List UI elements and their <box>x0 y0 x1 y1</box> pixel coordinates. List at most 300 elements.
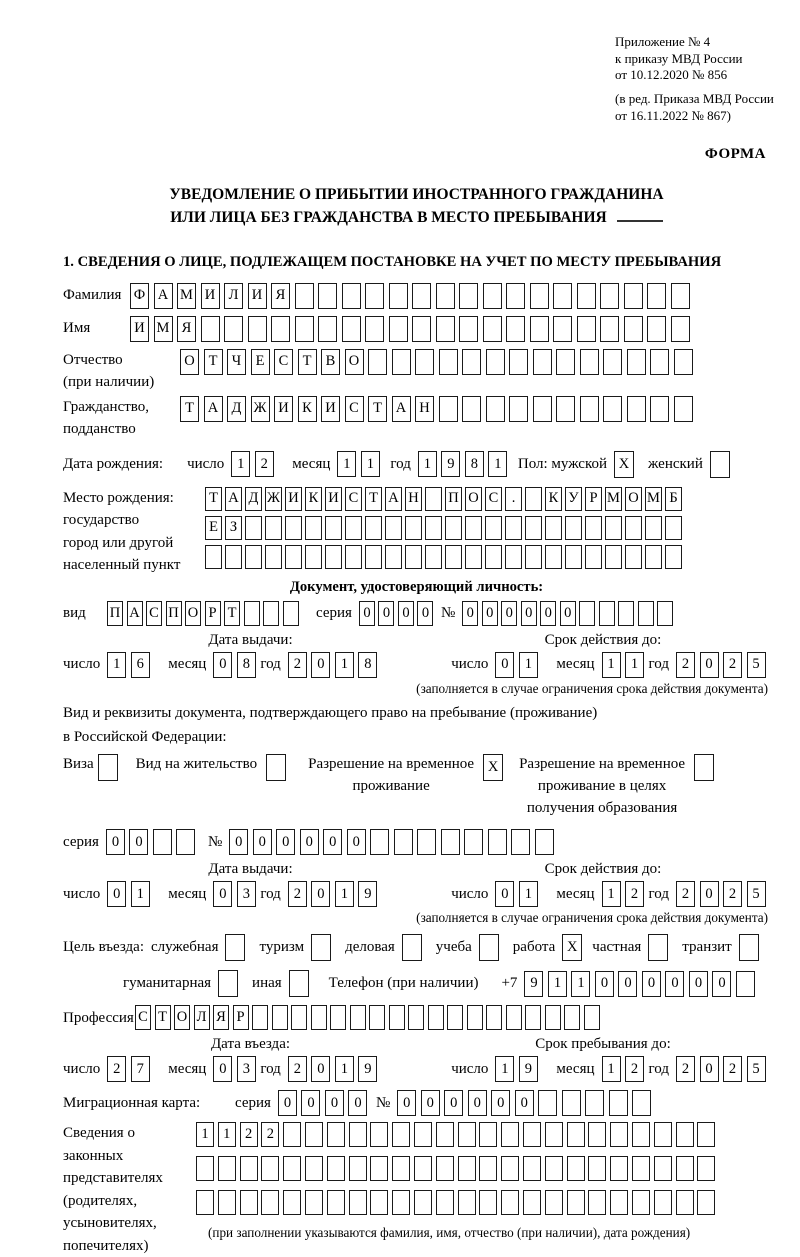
char-cell[interactable]: 0 <box>700 881 719 907</box>
char-cell[interactable]: 1 <box>335 1056 354 1082</box>
char-cell[interactable] <box>603 349 622 375</box>
char-cell[interactable] <box>263 601 279 626</box>
char-cell[interactable] <box>610 1156 628 1181</box>
char-cell[interactable] <box>345 516 362 540</box>
char-cell[interactable]: 0 <box>311 881 330 907</box>
char-cell[interactable]: 2 <box>288 652 307 678</box>
char-cell[interactable]: 0 <box>700 652 719 678</box>
char-cell[interactable]: 8 <box>358 652 377 678</box>
char-cell[interactable] <box>389 316 408 342</box>
char-cell[interactable] <box>535 829 554 855</box>
char-cell[interactable]: 2 <box>261 1122 279 1147</box>
char-cell[interactable]: О <box>625 487 642 511</box>
char-cell[interactable] <box>697 1122 715 1147</box>
char-cell[interactable]: П <box>166 601 182 626</box>
char-cell[interactable] <box>436 283 455 309</box>
char-cell[interactable] <box>654 1156 672 1181</box>
char-cell[interactable] <box>650 396 669 422</box>
char-cell[interactable]: 1 <box>361 451 380 477</box>
char-cell[interactable]: Н <box>405 487 422 511</box>
char-cell[interactable]: М <box>645 487 662 511</box>
char-cell[interactable] <box>414 1190 432 1215</box>
char-cell[interactable] <box>567 1156 585 1181</box>
char-cell[interactable]: 0 <box>348 1090 367 1116</box>
char-cell[interactable]: 1 <box>602 881 621 907</box>
char-cell[interactable]: 1 <box>335 881 354 907</box>
char-cell[interactable] <box>654 1122 672 1147</box>
char-cell[interactable] <box>674 349 693 375</box>
char-cell[interactable] <box>694 754 714 781</box>
char-cell[interactable]: 9 <box>358 1056 377 1082</box>
char-cell[interactable] <box>261 1190 279 1215</box>
char-cell[interactable]: 0 <box>462 601 478 626</box>
char-cell[interactable]: 0 <box>311 1056 330 1082</box>
char-cell[interactable] <box>248 316 267 342</box>
char-cell[interactable] <box>349 1156 367 1181</box>
char-cell[interactable] <box>632 1156 650 1181</box>
char-cell[interactable] <box>525 487 542 511</box>
char-cell[interactable] <box>562 1090 581 1116</box>
char-cell[interactable]: 0 <box>482 601 498 626</box>
char-cell[interactable] <box>417 829 436 855</box>
char-cell[interactable]: 0 <box>501 601 517 626</box>
char-cell[interactable] <box>530 283 549 309</box>
char-cell[interactable] <box>305 545 322 569</box>
char-cell[interactable] <box>325 545 342 569</box>
char-cell[interactable]: 0 <box>540 601 556 626</box>
char-cell[interactable] <box>605 545 622 569</box>
char-cell[interactable] <box>584 1005 600 1030</box>
char-cell[interactable] <box>600 316 619 342</box>
char-cell[interactable] <box>350 1005 366 1030</box>
char-cell[interactable]: О <box>185 601 201 626</box>
char-cell[interactable] <box>530 316 549 342</box>
char-cell[interactable] <box>479 1190 497 1215</box>
char-cell[interactable]: X <box>614 451 634 478</box>
char-cell[interactable] <box>486 349 505 375</box>
char-cell[interactable]: 1 <box>218 1122 236 1147</box>
char-cell[interactable]: Д <box>245 487 262 511</box>
char-cell[interactable]: 0 <box>495 652 514 678</box>
char-cell[interactable] <box>564 1005 580 1030</box>
char-cell[interactable]: Т <box>224 601 240 626</box>
char-cell[interactable] <box>553 316 572 342</box>
char-cell[interactable]: Р <box>205 601 221 626</box>
char-cell[interactable]: С <box>146 601 162 626</box>
char-cell[interactable] <box>671 316 690 342</box>
char-cell[interactable] <box>445 516 462 540</box>
char-cell[interactable]: Н <box>415 396 434 422</box>
char-cell[interactable]: И <box>130 316 149 342</box>
char-cell[interactable] <box>588 1190 606 1215</box>
char-cell[interactable] <box>218 1156 236 1181</box>
char-cell[interactable] <box>624 283 643 309</box>
char-cell[interactable]: Л <box>194 1005 210 1030</box>
char-cell[interactable] <box>588 1156 606 1181</box>
char-cell[interactable]: 2 <box>255 451 274 477</box>
char-cell[interactable]: К <box>298 396 317 422</box>
char-cell[interactable]: М <box>605 487 622 511</box>
char-cell[interactable] <box>196 1190 214 1215</box>
char-cell[interactable] <box>545 1190 563 1215</box>
char-cell[interactable]: X <box>562 934 582 961</box>
char-cell[interactable] <box>436 1190 454 1215</box>
char-cell[interactable]: 0 <box>444 1090 463 1116</box>
char-cell[interactable] <box>647 283 666 309</box>
char-cell[interactable] <box>697 1190 715 1215</box>
char-cell[interactable] <box>305 1190 323 1215</box>
char-cell[interactable]: 0 <box>665 971 684 997</box>
char-cell[interactable]: Т <box>204 349 223 375</box>
char-cell[interactable] <box>392 1156 410 1181</box>
char-cell[interactable]: 6 <box>131 652 150 678</box>
char-cell[interactable]: А <box>154 283 173 309</box>
char-cell[interactable] <box>647 316 666 342</box>
char-cell[interactable]: 0 <box>642 971 661 997</box>
char-cell[interactable]: 3 <box>237 881 256 907</box>
char-cell[interactable] <box>618 601 634 626</box>
char-cell[interactable] <box>545 1005 561 1030</box>
char-cell[interactable] <box>291 1005 307 1030</box>
char-cell[interactable] <box>511 829 530 855</box>
char-cell[interactable] <box>501 1190 519 1215</box>
char-cell[interactable] <box>325 516 342 540</box>
char-cell[interactable] <box>545 545 562 569</box>
char-cell[interactable] <box>289 970 309 997</box>
char-cell[interactable]: У <box>565 487 582 511</box>
char-cell[interactable]: 0 <box>515 1090 534 1116</box>
char-cell[interactable]: 0 <box>213 881 232 907</box>
char-cell[interactable] <box>676 1156 694 1181</box>
char-cell[interactable] <box>425 487 442 511</box>
char-cell[interactable] <box>305 1122 323 1147</box>
char-cell[interactable]: З <box>225 516 242 540</box>
char-cell[interactable] <box>486 1005 502 1030</box>
char-cell[interactable]: Я <box>271 283 290 309</box>
char-cell[interactable] <box>224 316 243 342</box>
char-cell[interactable]: 0 <box>347 829 366 855</box>
char-cell[interactable]: 1 <box>107 652 126 678</box>
char-cell[interactable] <box>305 1156 323 1181</box>
char-cell[interactable] <box>506 1005 522 1030</box>
char-cell[interactable] <box>627 349 646 375</box>
char-cell[interactable] <box>609 1090 628 1116</box>
char-cell[interactable]: 1 <box>196 1122 214 1147</box>
char-cell[interactable]: 0 <box>107 881 126 907</box>
char-cell[interactable] <box>458 1156 476 1181</box>
char-cell[interactable] <box>697 1156 715 1181</box>
char-cell[interactable]: А <box>225 487 242 511</box>
char-cell[interactable] <box>600 283 619 309</box>
char-cell[interactable]: И <box>321 396 340 422</box>
char-cell[interactable] <box>349 1122 367 1147</box>
char-cell[interactable]: С <box>485 487 502 511</box>
char-cell[interactable]: 0 <box>689 971 708 997</box>
char-cell[interactable]: 0 <box>213 652 232 678</box>
char-cell[interactable]: 0 <box>325 1090 344 1116</box>
char-cell[interactable] <box>632 1090 651 1116</box>
char-cell[interactable] <box>327 1156 345 1181</box>
char-cell[interactable] <box>509 396 528 422</box>
char-cell[interactable] <box>272 1005 288 1030</box>
char-cell[interactable]: Ж <box>251 396 270 422</box>
char-cell[interactable] <box>283 1190 301 1215</box>
char-cell[interactable]: 1 <box>625 652 644 678</box>
char-cell[interactable]: 0 <box>278 1090 297 1116</box>
char-cell[interactable]: 0 <box>359 601 375 626</box>
char-cell[interactable]: 0 <box>213 1056 232 1082</box>
char-cell[interactable] <box>585 1090 604 1116</box>
char-cell[interactable]: А <box>204 396 223 422</box>
char-cell[interactable] <box>485 516 502 540</box>
char-cell[interactable]: 0 <box>300 829 319 855</box>
char-cell[interactable] <box>392 349 411 375</box>
char-cell[interactable] <box>394 829 413 855</box>
char-cell[interactable] <box>739 934 759 961</box>
char-cell[interactable] <box>556 396 575 422</box>
char-cell[interactable] <box>327 1190 345 1215</box>
char-cell[interactable] <box>439 349 458 375</box>
char-cell[interactable] <box>389 1005 405 1030</box>
char-cell[interactable] <box>392 1122 410 1147</box>
char-cell[interactable] <box>365 516 382 540</box>
char-cell[interactable] <box>266 754 286 781</box>
char-cell[interactable]: 2 <box>723 652 742 678</box>
char-cell[interactable] <box>599 601 615 626</box>
char-cell[interactable] <box>545 1156 563 1181</box>
char-cell[interactable]: А <box>392 396 411 422</box>
char-cell[interactable] <box>261 1156 279 1181</box>
char-cell[interactable] <box>486 396 505 422</box>
char-cell[interactable]: 0 <box>129 829 148 855</box>
char-cell[interactable] <box>525 1005 541 1030</box>
char-cell[interactable]: 1 <box>519 652 538 678</box>
char-cell[interactable] <box>245 545 262 569</box>
char-cell[interactable]: Т <box>365 487 382 511</box>
char-cell[interactable] <box>218 1190 236 1215</box>
char-cell[interactable]: 9 <box>358 881 377 907</box>
char-cell[interactable]: П <box>445 487 462 511</box>
char-cell[interactable]: 0 <box>495 881 514 907</box>
char-cell[interactable] <box>295 283 314 309</box>
char-cell[interactable]: П <box>107 601 123 626</box>
char-cell[interactable]: 2 <box>676 652 695 678</box>
char-cell[interactable]: 0 <box>560 601 576 626</box>
char-cell[interactable]: Р <box>233 1005 249 1030</box>
char-cell[interactable] <box>585 545 602 569</box>
char-cell[interactable]: 2 <box>723 881 742 907</box>
char-cell[interactable]: 2 <box>288 1056 307 1082</box>
char-cell[interactable] <box>556 349 575 375</box>
char-cell[interactable] <box>567 1190 585 1215</box>
char-cell[interactable] <box>412 283 431 309</box>
char-cell[interactable]: Ч <box>227 349 246 375</box>
char-cell[interactable] <box>625 545 642 569</box>
char-cell[interactable]: О <box>180 349 199 375</box>
char-cell[interactable] <box>523 1190 541 1215</box>
char-cell[interactable] <box>408 1005 424 1030</box>
char-cell[interactable] <box>458 1190 476 1215</box>
char-cell[interactable] <box>459 316 478 342</box>
char-cell[interactable]: Т <box>368 396 387 422</box>
char-cell[interactable] <box>225 934 245 961</box>
char-cell[interactable]: С <box>345 487 362 511</box>
char-cell[interactable] <box>405 545 422 569</box>
char-cell[interactable] <box>479 934 499 961</box>
char-cell[interactable] <box>567 1122 585 1147</box>
char-cell[interactable] <box>462 396 481 422</box>
char-cell[interactable]: О <box>174 1005 190 1030</box>
char-cell[interactable] <box>370 1156 388 1181</box>
char-cell[interactable] <box>479 1156 497 1181</box>
char-cell[interactable] <box>414 1122 432 1147</box>
char-cell[interactable] <box>201 316 220 342</box>
char-cell[interactable] <box>467 1005 483 1030</box>
char-cell[interactable]: 0 <box>491 1090 510 1116</box>
char-cell[interactable]: 0 <box>521 601 537 626</box>
char-cell[interactable]: 0 <box>468 1090 487 1116</box>
char-cell[interactable]: 1 <box>571 971 590 997</box>
char-cell[interactable] <box>501 1156 519 1181</box>
char-cell[interactable] <box>252 1005 268 1030</box>
char-cell[interactable]: 5 <box>747 652 766 678</box>
char-cell[interactable]: С <box>135 1005 151 1030</box>
char-cell[interactable]: 1 <box>337 451 356 477</box>
char-cell[interactable] <box>645 545 662 569</box>
char-cell[interactable] <box>385 516 402 540</box>
char-cell[interactable]: Т <box>180 396 199 422</box>
char-cell[interactable] <box>577 316 596 342</box>
char-cell[interactable] <box>370 829 389 855</box>
char-cell[interactable]: О <box>465 487 482 511</box>
char-cell[interactable]: 2 <box>288 881 307 907</box>
char-cell[interactable] <box>436 1156 454 1181</box>
char-cell[interactable] <box>205 545 222 569</box>
char-cell[interactable]: А <box>385 487 402 511</box>
char-cell[interactable] <box>98 754 118 781</box>
char-cell[interactable] <box>465 545 482 569</box>
char-cell[interactable]: 1 <box>418 451 437 477</box>
char-cell[interactable] <box>245 516 262 540</box>
char-cell[interactable]: Д <box>227 396 246 422</box>
char-cell[interactable] <box>479 1122 497 1147</box>
char-cell[interactable] <box>349 1190 367 1215</box>
char-cell[interactable]: 2 <box>107 1056 126 1082</box>
char-cell[interactable] <box>501 1122 519 1147</box>
char-cell[interactable]: О <box>345 349 364 375</box>
char-cell[interactable] <box>402 934 422 961</box>
char-cell[interactable]: И <box>325 487 342 511</box>
char-cell[interactable]: 9 <box>519 1056 538 1082</box>
char-cell[interactable] <box>523 1156 541 1181</box>
char-cell[interactable] <box>305 516 322 540</box>
char-cell[interactable]: Т <box>205 487 222 511</box>
char-cell[interactable] <box>665 545 682 569</box>
char-cell[interactable] <box>533 396 552 422</box>
char-cell[interactable] <box>645 516 662 540</box>
char-cell[interactable]: 1 <box>231 451 250 477</box>
char-cell[interactable] <box>385 545 402 569</box>
char-cell[interactable]: 0 <box>229 829 248 855</box>
char-cell[interactable]: 8 <box>237 652 256 678</box>
char-cell[interactable] <box>389 283 408 309</box>
char-cell[interactable] <box>342 283 361 309</box>
char-cell[interactable]: Е <box>205 516 222 540</box>
char-cell[interactable] <box>271 316 290 342</box>
char-cell[interactable] <box>588 1122 606 1147</box>
char-cell[interactable] <box>327 1122 345 1147</box>
char-cell[interactable]: Р <box>585 487 602 511</box>
char-cell[interactable] <box>283 601 299 626</box>
char-cell[interactable] <box>370 1190 388 1215</box>
char-cell[interactable] <box>415 349 434 375</box>
char-cell[interactable] <box>485 545 502 569</box>
char-cell[interactable]: Ж <box>265 487 282 511</box>
char-cell[interactable] <box>650 349 669 375</box>
char-cell[interactable]: К <box>305 487 322 511</box>
char-cell[interactable] <box>283 1122 301 1147</box>
char-cell[interactable] <box>436 1122 454 1147</box>
char-cell[interactable] <box>506 283 525 309</box>
char-cell[interactable] <box>533 349 552 375</box>
char-cell[interactable]: 2 <box>723 1056 742 1082</box>
char-cell[interactable] <box>525 545 542 569</box>
char-cell[interactable]: 1 <box>335 652 354 678</box>
char-cell[interactable] <box>462 349 481 375</box>
char-cell[interactable] <box>345 545 362 569</box>
char-cell[interactable] <box>483 316 502 342</box>
char-cell[interactable]: 3 <box>237 1056 256 1082</box>
char-cell[interactable]: 7 <box>131 1056 150 1082</box>
char-cell[interactable] <box>676 1122 694 1147</box>
char-cell[interactable] <box>627 396 646 422</box>
char-cell[interactable]: В <box>321 349 340 375</box>
char-cell[interactable] <box>565 516 582 540</box>
char-cell[interactable] <box>153 829 172 855</box>
char-cell[interactable]: Л <box>224 283 243 309</box>
char-cell[interactable] <box>311 1005 327 1030</box>
char-cell[interactable] <box>311 934 331 961</box>
char-cell[interactable] <box>365 283 384 309</box>
char-cell[interactable] <box>464 829 483 855</box>
char-cell[interactable]: 0 <box>397 1090 416 1116</box>
char-cell[interactable]: 0 <box>311 652 330 678</box>
char-cell[interactable]: С <box>345 396 364 422</box>
char-cell[interactable] <box>436 316 455 342</box>
char-cell[interactable] <box>369 1005 385 1030</box>
char-cell[interactable]: 0 <box>301 1090 320 1116</box>
char-cell[interactable] <box>736 971 755 997</box>
char-cell[interactable] <box>525 516 542 540</box>
char-cell[interactable] <box>365 316 384 342</box>
char-cell[interactable] <box>538 1090 557 1116</box>
char-cell[interactable]: К <box>545 487 562 511</box>
char-cell[interactable]: И <box>248 283 267 309</box>
char-cell[interactable] <box>176 829 195 855</box>
char-cell[interactable] <box>342 316 361 342</box>
char-cell[interactable] <box>392 1190 410 1215</box>
char-cell[interactable]: X <box>483 754 503 781</box>
char-cell[interactable]: 0 <box>421 1090 440 1116</box>
char-cell[interactable]: 0 <box>417 601 433 626</box>
char-cell[interactable] <box>505 545 522 569</box>
char-cell[interactable]: Ф <box>130 283 149 309</box>
char-cell[interactable] <box>244 601 260 626</box>
char-cell[interactable]: 0 <box>378 601 394 626</box>
char-cell[interactable]: А <box>127 601 143 626</box>
char-cell[interactable] <box>577 283 596 309</box>
char-cell[interactable] <box>295 316 314 342</box>
